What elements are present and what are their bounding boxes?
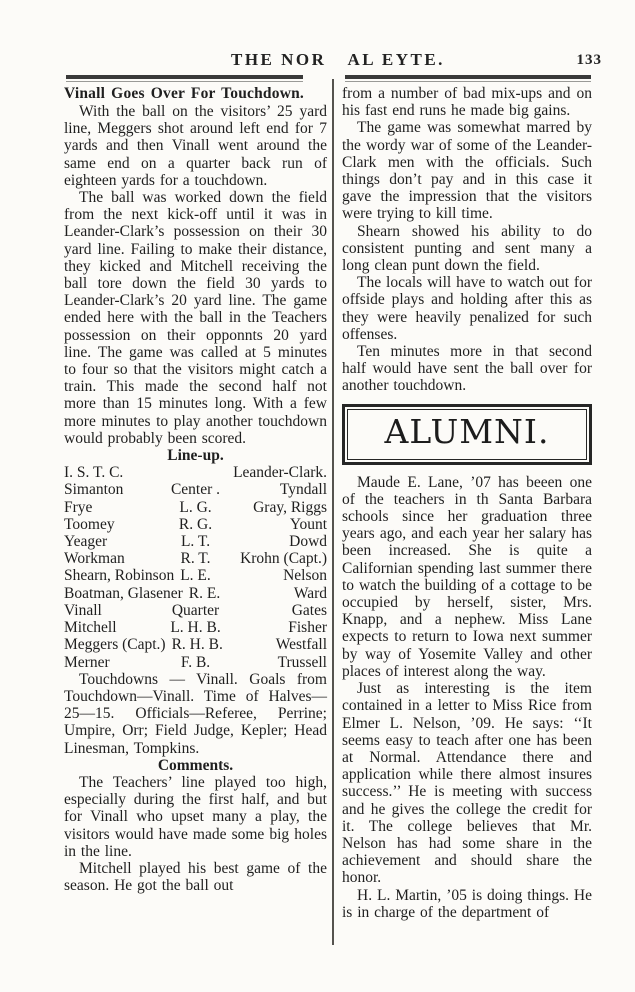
body-paragraph: Ten minutes more in that second half would have sent the ball over for another touchdown. [342,343,592,395]
lineup-visitor-player: Yount [289,515,328,533]
header-rule-left [66,75,303,82]
lineup-home-player: Vinall [64,601,102,619]
lineup-position: L. H. B. [170,619,221,637]
lineup-row [64,550,327,567]
lineup-row [64,654,327,671]
lineup-visitor-player: Westfall [275,636,327,654]
lineup-position: F. B. [180,653,211,671]
lineup-visitor-player: Nelson [283,567,327,585]
lineup-position: R. T. [180,550,211,568]
lineup-visitor-player: Trussell [277,653,327,671]
body-paragraph: H. L. Martin, ’05 is doing things. He is in charge of the department of [342,886,592,921]
lineup-row [64,585,327,602]
column-divider [332,79,334,945]
lineup-row [64,567,327,584]
alumni-section-box-inner [347,409,587,460]
lineup-home-player: Frye [64,498,93,516]
lineup-home-player: Workman [64,550,125,568]
article-heading: Vinall Goes Over For Touchdown. [64,85,304,102]
lineup-heading: Line-up. [167,447,224,465]
lineup-position: R. G. [178,515,213,533]
lineup-row [64,481,327,498]
lineup-visitor-player: Dowd [289,533,328,551]
lineup-row [64,499,327,516]
lineup-position: Center . [170,481,221,499]
body-paragraph: Maude E. Lane, ’07 has beeen one of the teachers in th Santa Barbara schools since her graduation three years ago, and each year her salary has been increased. She is quite a Californian spending last summer there to watch the building of a cottage to be occupied by herself, sister, Mrs. Knapp, and a nephew. Miss Lane expects to return to Iowa next summer by way of Yosemite Valley and other places of interest along the way. [342,473,592,680]
lineup-row [64,533,327,550]
body-paragraph: The Teachers’ line played too high, especially during the first half, and but for Vinall who upset many a play, the visitors would have made some big holes in the line. [64,773,327,860]
body-paragraph: from a number of bad mix-ups and on his fast end runs he made big gains. [342,85,592,120]
body-paragraph: Shearn showed his ability to do consistent punting and sent many a long clean punt down the field. [342,222,592,275]
lineup-visitor-player: Gates [291,601,327,619]
lineup-position: R. E. [188,584,221,602]
alumni-section-heading: ALUMNI. [384,411,550,451]
header-rule-right [345,75,591,82]
masthead-title [231,50,445,70]
lineup-visitor-player: Gray, Riggs [253,498,328,516]
lineup-home-player: Toomey [64,515,115,533]
lineup-home-player: Yeager [64,533,108,551]
lineup-row [64,602,327,619]
body-paragraph: Just as interesting is the item contained in a letter to Miss Rice from Elmer L. Nelson, ’09. He says: ‘‘It seems easy to teach after one has been at Normal. Attendance there and application while there almost insures success.’’ He is meeting with success and he gives the college the credit for it. The college believes that Mr. Nelson has had some share in the achievement and should share the honor. [342,680,592,887]
lineup-position: L. G. [179,498,212,516]
body-paragraph: Mitchell played his best game of the season. He got the ball out [64,859,327,895]
lineup-home-player: Simanton [64,481,124,499]
lineup-visitor-player: Ward [293,584,327,602]
masthead-title-left: THE NOR [231,50,327,69]
body-paragraph: The ball was worked down the field from the next kick-off until it was in Leander-Clark’s possession on their 30 yard line. Failing to make their distance, they kicked and Mitchell receiving the ball tore down the field 30 yards to Leander-Clark’s 20 yard line. The game ended here with the ball in the Teachers possession on their opponnts 20 yard line. The game was called at 5 minutes to four so that the visitors might catch a train. This made the second half not more than 15 minutes long. With a few more minutes to play another touchdown would probably been scored. [64,189,327,447]
lineup-home-player: Mitchell [64,619,117,637]
officials-paragraph: Touchdowns — Vinall. Goals from Touchdown—Vinall. Time of Halves—25—15. Officials—Referee, Perrine; Umpire, Orr; Field Judge, Kepler; Head Linesman, Tompkins. [64,670,327,757]
lineup-home-player: Meggers (Capt.) [64,636,166,654]
body-paragraph: With the ball on the visitors’ 25 yard line, Meggers shot around left end for 7 yards and then Vinall went around the same end on a quarter back run of eighteen yards for a touchdown. [64,103,327,189]
lineup-position: R. H. B. [171,636,223,654]
lineup-home-player: Merner [64,653,110,671]
left-column [64,85,327,894]
lineup-row [64,619,327,636]
lineup-home-team: I. S. T. C. [64,464,124,482]
lineup-visitor-team: Leander-Clark. [233,464,327,482]
lineup-teams-row [64,464,327,481]
lineup-position: Quarter [171,601,220,619]
lineup-row [64,636,327,653]
lineup-visitor-player: Fisher [288,619,327,637]
lineup-position: L. E. [180,567,211,585]
lineup-visitor-player: Tyndall [279,481,328,499]
lineup-home-player: Shearn, Robinson [64,567,175,585]
masthead-title-right: AL EYTE. [347,50,445,69]
lineup-row [64,516,327,533]
alumni-section-box [342,404,592,465]
comments-heading: Comments. [157,756,234,774]
lineup-position: L. T. [180,533,211,551]
body-paragraph: The game was somewhat marred by the wordy war of some of the Leander-Clark men with the officials. Such things don’t pay and in this case it gave the impression that the visitors were trying to kill time. [342,119,592,223]
page-number: 133 [576,52,602,68]
lineup-visitor-player: Krohn (Capt.) [240,550,328,568]
right-column [342,85,592,921]
body-paragraph: The locals will have to watch out for offside plays and holding after this as they were heavily penalized for such offenses. [342,274,592,343]
lineup-home-player: Boatman, Glasener [64,584,183,602]
